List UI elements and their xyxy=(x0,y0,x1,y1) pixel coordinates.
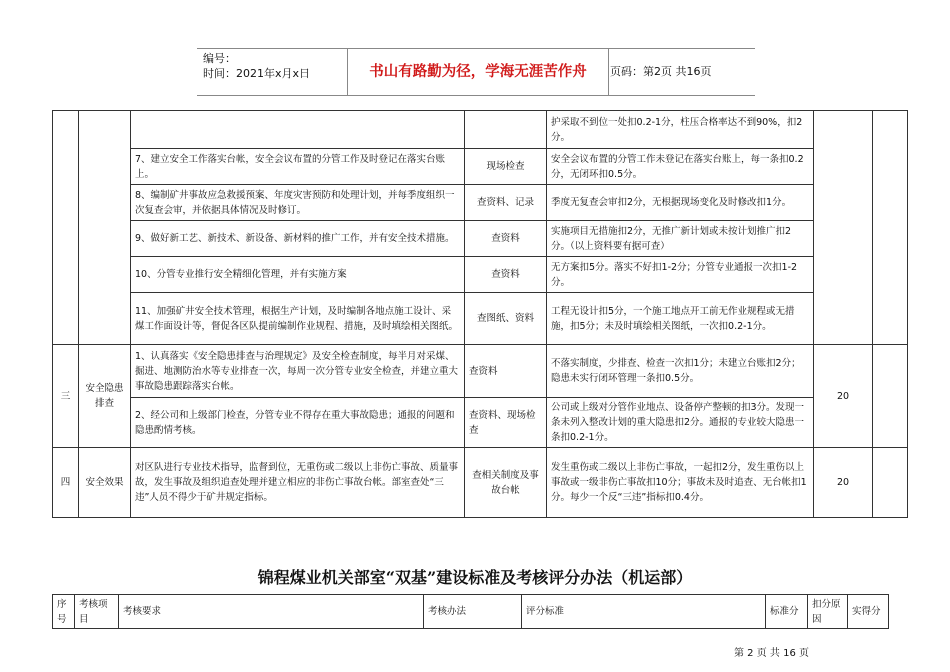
method-cell xyxy=(465,111,547,149)
standard-cell: 发生重伤或二级以上非伤亡事故，一起扣2分，发生重伤以上事故或一级非伤亡事故扣10分；事故未及时追查、无台帐扣1分。每少一个反“三违”指标扣0.4分。 xyxy=(547,448,814,518)
assessment-table xyxy=(52,110,908,518)
content-cell xyxy=(131,111,465,149)
method-cell: 查相关制度及事故台帐 xyxy=(465,448,547,518)
col-actual-header: 实得分 xyxy=(848,595,889,629)
actual-cell xyxy=(873,345,908,448)
method-cell: 查资料、现场检查 xyxy=(465,398,547,448)
standard-cell: 无方案扣5分。落实不好扣1-2分；分管专业通报一次扣1-2分。 xyxy=(547,257,814,293)
table-row xyxy=(53,257,908,293)
content-cell: 2、经公司和上级部门检查，分管专业不得存在重大事故隐患；通报的问题和隐患酌情考核。 xyxy=(131,398,465,448)
section-item-cell: 安全隐患排查 xyxy=(79,345,131,448)
score-cell: 20 xyxy=(814,448,873,518)
score-cell: 20 xyxy=(814,345,873,448)
col-method-header: 考核办法 xyxy=(424,595,522,629)
actual-cell xyxy=(873,448,908,518)
page-label: 页码：第2页 共16页 xyxy=(610,65,712,78)
table-row xyxy=(53,293,908,345)
method-cell: 查资料 xyxy=(465,345,547,398)
col-no-header: 序号 xyxy=(53,595,75,629)
content-cell: 8、编制矿井事故应急救援预案、年度灾害预防和处理计划，并每季度组织一次复查会审，并依据具体情况及时修订。 xyxy=(131,185,465,221)
score-cell xyxy=(814,111,873,345)
col-item-header: 考核项目 xyxy=(75,595,119,629)
section-title: 锦程煤业机关部室“双基”建设标准及考核评分办法（机运部） xyxy=(257,568,693,587)
number-label: 编号： xyxy=(203,52,236,65)
motto: 书山有路勤为径，学海无涯苦作舟 xyxy=(347,49,609,95)
time-label: 时间：2021年x月x日 xyxy=(203,67,311,80)
section-item-cell xyxy=(79,111,131,345)
table-row xyxy=(53,345,908,398)
page-header xyxy=(197,48,755,96)
content-cell: 9、做好新工艺、新技术、新设备、新材料的推广工作，并有安全技术措施。 xyxy=(131,221,465,257)
col-deduct-header: 扣分原因 xyxy=(808,595,848,629)
col-standard-header: 评分标准 xyxy=(522,595,766,629)
col-req-header: 考核要求 xyxy=(119,595,424,629)
section-no-cell xyxy=(53,111,79,345)
content-cell: 对区队进行专业技术指导，监督到位，无重伤或二级以上非伤亡事故、质量事故，发生事故及组织追查处理并建立相应的非伤亡事故台帐。部室查处“三违”人员不得少于矿井规定指标。 xyxy=(131,448,465,518)
section-no-cell: 三 xyxy=(53,345,79,448)
content-cell: 1、认真落实《安全隐患排查与治理规定》及安全检查制度，每半月对采煤、掘进、地测防治水等专业排查一次，每周一次分管专业安全检查，并建立重大事故隐患跟踪落实台帐。 xyxy=(131,345,465,398)
standard-cell: 工程无设计扣5分，一个施工地点开工前无作业规程或无措施，扣5分；未及时填绘相关图纸，一次扣0.2-1分。 xyxy=(547,293,814,345)
table-row xyxy=(53,221,908,257)
header-table xyxy=(52,594,889,629)
standard-cell: 不落实制度，少排查、检查一次扣1分；未建立台账扣2分；隐患未实行闭环管理一条扣0.5分。 xyxy=(547,345,814,398)
content-cell: 10、分管专业推行安全精细化管理，并有实施方案 xyxy=(131,257,465,293)
table-row xyxy=(53,448,908,518)
method-cell: 查图纸、资料 xyxy=(465,293,547,345)
standard-cell: 公司或上级对分管作业地点、设备停产整顿的扣3分。发现一条未列入整改计划的重大隐患扣2分。通报的专业较大隐患一条扣0.2-1分。 xyxy=(547,398,814,448)
table-header-row xyxy=(53,595,889,629)
standard-cell: 安全会议布置的分管工作未登记在落实台账上，每一条扣0.2分，无闭环扣0.5分。 xyxy=(547,149,814,185)
method-cell: 现场检查 xyxy=(465,149,547,185)
method-cell: 查资料 xyxy=(465,221,547,257)
table-row xyxy=(53,111,908,149)
content-cell: 7、建立安全工作落实台帐，安全会议布置的分管工作及时登记在落实台账上。 xyxy=(131,149,465,185)
content-cell: 11、加强矿井安全技术管理，根据生产计划，及时编制各地点施工设计、采煤工作面设计等，督促各区队提前编制作业规程、措施，及时填绘相关图纸。 xyxy=(131,293,465,345)
actual-cell xyxy=(873,111,908,345)
method-cell: 查资料、记录 xyxy=(465,185,547,221)
section-no-cell: 四 xyxy=(53,448,79,518)
header-left xyxy=(203,51,310,81)
col-score-header: 标准分 xyxy=(766,595,808,629)
section-item-cell: 安全效果 xyxy=(79,448,131,518)
method-cell: 查资料 xyxy=(465,257,547,293)
table-row xyxy=(53,185,908,221)
table-row xyxy=(53,398,908,448)
table-row xyxy=(53,149,908,185)
standard-cell: 护采取不到位一处扣0.2-1分，柱压合格率达不到90%，扣2分。 xyxy=(547,111,814,149)
standard-cell: 季度无复查会审扣2分，无根据现场变化及时修改扣1分。 xyxy=(547,185,814,221)
page-footer: 第 2 页 共 16 页 xyxy=(734,648,809,659)
standard-cell: 实施项目无措施扣2分，无推广新计划或未按计划推广扣2分。（以上资料要有据可查） xyxy=(547,221,814,257)
